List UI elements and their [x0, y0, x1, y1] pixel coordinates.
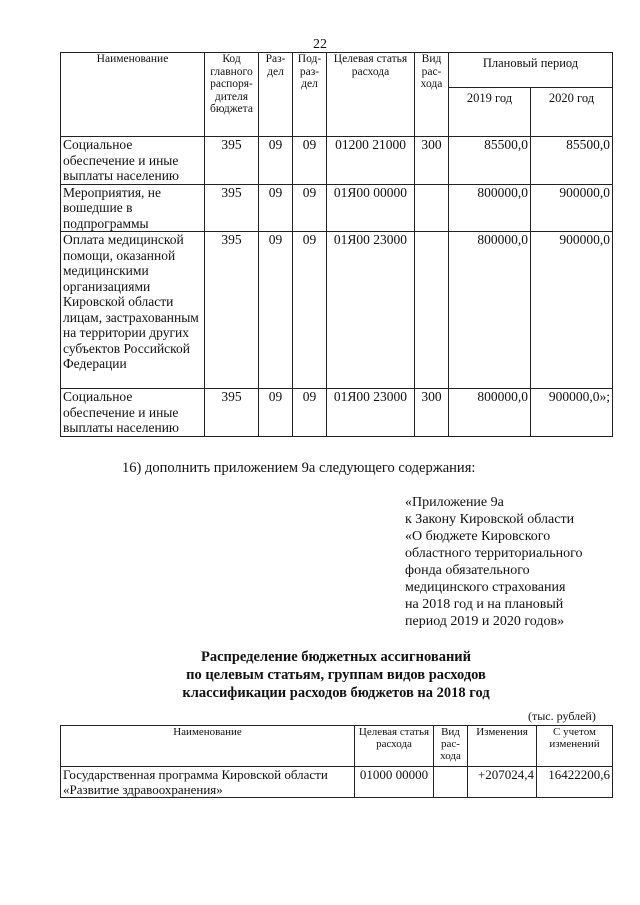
appendix-line: «О бюджете Кировского: [405, 529, 551, 544]
cell-2019: 800000,0: [449, 389, 531, 437]
cell-target: 01Я00 00000: [327, 184, 415, 232]
appendix-line: «Приложение 9а: [405, 495, 504, 510]
units-label: (тыс. рублей): [528, 709, 596, 723]
header-type: Вид рас-хода: [434, 726, 468, 767]
cell-2019: 800000,0: [449, 232, 531, 389]
table1-header-row: [61, 53, 613, 88]
cell-2019: 800000,0: [449, 184, 531, 232]
appendix-line: период 2019 и 2020 годов»: [405, 614, 565, 629]
table-row: [61, 232, 613, 389]
table-row: [61, 389, 613, 437]
table2-header-row: [61, 726, 613, 767]
appendix-line: областного территориального: [405, 546, 583, 561]
amendment-paragraph: 16) дополнить приложением 9а следующего содержания:: [122, 460, 476, 476]
header-2019: 2019 год: [449, 88, 531, 137]
cell-subsection: 09: [293, 389, 327, 437]
header-2020: 2020 год: [531, 88, 613, 137]
cell-target: 01Я00 23000: [327, 389, 415, 437]
cell-type: 300: [415, 389, 449, 437]
cell-type: 300: [415, 137, 449, 185]
header-target: Целевая статья расхода: [327, 53, 415, 137]
header-code: Код главного распоря-дителя бюджета: [205, 53, 259, 137]
cell-section: 09: [259, 137, 293, 185]
header-name: Наименование: [61, 726, 355, 767]
heading-line: классификации расходов бюджетов на 2018 год: [182, 685, 490, 701]
cell-code: 395: [205, 232, 259, 389]
appendix-line: фонда обязательного: [405, 563, 530, 578]
cell-name: Мероприятия, не вошедшие в подпрограммы: [61, 184, 205, 232]
header-section: Раз-дел: [259, 53, 293, 137]
header-planned: Плановый период: [449, 53, 613, 88]
cell-name: Оплата медицинской помощи, оказанной медицинскими организациями Кировской области лицам, застрахованным на территории других субъектов Российской Федерации: [61, 232, 205, 389]
cell-code: 395: [205, 137, 259, 185]
appendix-line: к Закону Кировской области: [405, 512, 575, 527]
appendix-line: на 2018 год и на плановый: [405, 597, 564, 612]
cell-2020: 900000,0: [531, 232, 613, 389]
cell-subsection: 09: [293, 184, 327, 232]
appendix-reference: [405, 494, 610, 630]
cell-type: [415, 184, 449, 232]
cell-2020: 900000,0: [531, 184, 613, 232]
appendix-line: медицинского страхования: [405, 580, 566, 595]
heading-line: по целевым статьям, группам видов расходов: [186, 667, 486, 683]
cell-target: 01200 21000: [327, 137, 415, 185]
page-number: 22: [313, 37, 327, 52]
cell-name: Государственная программа Кировской области «Развитие здравоохранения»: [61, 767, 355, 798]
budget-table-1: [60, 52, 613, 437]
cell-2020: 85500,0: [531, 137, 613, 185]
cell-type: [434, 767, 468, 798]
cell-changes: +207024,4: [468, 767, 537, 798]
cell-target: 01Я00 23000: [327, 232, 415, 389]
table-row: [61, 767, 613, 798]
budget-table-2: [60, 725, 613, 798]
header-subsection: Под-раз-дел: [293, 53, 327, 137]
cell-target: 01000 00000: [355, 767, 434, 798]
cell-code: 395: [205, 184, 259, 232]
cell-2019: 85500,0: [449, 137, 531, 185]
cell-name: Социальное обеспечение и иные выплаты населению: [61, 389, 205, 437]
header-changes: Изменения: [468, 726, 537, 767]
header-type: Вид рас-хода: [415, 53, 449, 137]
cell-2020: 900000,0»;: [531, 389, 613, 437]
header-target: Целевая статья расхода: [355, 726, 434, 767]
cell-name: Социальное обеспечение и иные выплаты населению: [61, 137, 205, 185]
table-row: [61, 137, 613, 185]
cell-code: 395: [205, 389, 259, 437]
table-row: [61, 184, 613, 232]
cell-subsection: 09: [293, 232, 327, 389]
cell-type: [415, 232, 449, 389]
cell-subsection: 09: [293, 137, 327, 185]
cell-section: 09: [259, 232, 293, 389]
cell-section: 09: [259, 184, 293, 232]
heading-line: Распределение бюджетных ассигнований: [200, 649, 472, 665]
header-name: Наименование: [61, 53, 205, 137]
cell-section: 09: [259, 389, 293, 437]
header-with-changes: С учетом изменений: [537, 726, 613, 767]
section-heading: [60, 648, 612, 702]
cell-with-changes: 16422200,6: [537, 767, 613, 798]
